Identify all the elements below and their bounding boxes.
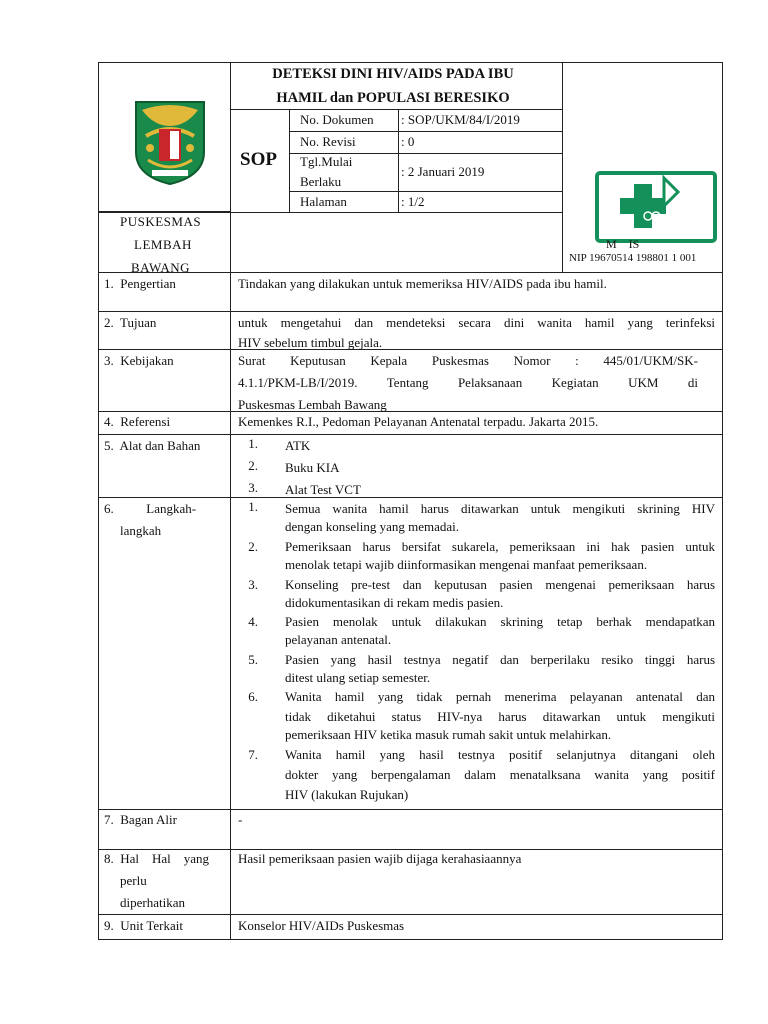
meta-label-halaman: Halaman	[300, 194, 347, 209]
label-pengertian: 1. Pengertian	[104, 276, 176, 291]
meta-label-berlaku: Berlaku	[300, 174, 342, 189]
sop-label: SOP	[240, 149, 277, 170]
meta-label-no-revisi: No. Revisi	[300, 134, 356, 149]
label-bagan-alir: 7. Bagan Alir	[104, 812, 177, 827]
signatory-nip: NIP 19670514 198801 1 001	[569, 252, 697, 264]
document-title-line-1: DETEKSI DINI HIV/AIDS PADA IBU	[272, 66, 514, 82]
document-title-line-2: HAMIL dan POPULASI BERESIKO	[276, 90, 510, 106]
text-hal: Hasil pemeriksaan pasien wajib dijaga kerahasiaannya	[238, 851, 522, 866]
sop-document	[98, 62, 723, 940]
text-kebijakan-line-3: Puskesmas Lembah Bawang	[238, 397, 387, 412]
text-tujuan-line-1: untuk mengetahui dan mendeteksi secara dini wanita hamil yang terinfeksi	[238, 315, 715, 330]
meta-label-no-dokumen: No. Dokumen	[300, 112, 374, 127]
middle-blank-cell	[230, 212, 563, 273]
label-kebijakan: 3. Kebijakan	[104, 353, 174, 368]
meta-value-halaman: : 1/2	[401, 194, 425, 209]
label-hal-line-3: diperhatikan	[120, 895, 185, 910]
meta-value-no-dokumen: : SOP/UKM/84/I/2019	[401, 112, 520, 127]
meta-label-tgl-mulai: Tgl.Mulai	[300, 154, 353, 169]
label-unit-terkait: 9. Unit Terkait	[104, 918, 184, 933]
row-bagan	[98, 809, 723, 850]
label-hal-line-1: 8. Hal Hal yang	[104, 851, 210, 866]
label-tujuan: 2. Tujuan	[104, 315, 157, 330]
label-referensi: 4. Referensi	[104, 414, 171, 429]
regional-emblem-logo	[126, 96, 214, 186]
org-name-line-3: BAWANG	[131, 260, 191, 275]
puskesmas-logo	[594, 170, 718, 244]
text-tujuan-line-2: HIV sebelum timbul gejala.	[238, 335, 383, 350]
text-kebijakan-line-2: 4.1.1/PKM-LB/I/2019. Tentang Pelaksanaan Kegiatan UKM di	[238, 375, 698, 390]
langkah-list: 1. Semua wanita hamil harus ditawarkan untuk mengikuti skrining HIV dengan konseling yang memadai. 2. Pemeriksaan harus bersifat sukarela, pemeriksaan ini hak pasien untuk menolak tetapi wajib diinformasikan mengenai manfaat pemeriksaan. 3. Konseling pre-test dan keputusan pasien mengenai pemeriksaan harus didokumentasikan di rekam medis pasien. 4. Pasien menolak untuk dilakukan skrining tetap berhak mendapatkan pelayanan antenatal. 5. Pasien yang hasil testnya negatif dan berperilaku resiko tinggi harus ditest ulang setiap semester. 6. Wanita hamil yang tidak pernah menerima pelayanan antenatal dan tidak diketahui status HIV-nya harus ditawarkan untuk mengikuti pemeriksaan HIV ketika masuk rumah sakit untuk melahirkan. 7. Wanita hamil yang hasil testnya positif selanjutnya ditangani oleh dokter yang berpengalaman dalam menatalksana wanita yang positif HIV (lakukan Rujukan)	[248, 499, 715, 802]
org-name-line-1: PUSKESMAS	[120, 214, 202, 229]
label-langkah-line-1: 6. Langkah-	[104, 501, 197, 516]
text-bagan-alir: -	[238, 812, 243, 827]
text-kebijakan-line-1: Surat Keputusan Kepala Puskesmas Nomor : 445/01/UKM/SK-	[238, 353, 698, 368]
meta-value-tgl-mulai: : 2 Januari 2019	[401, 164, 485, 179]
signatory-name-partial: M IS	[606, 237, 640, 251]
label-langkah-line-2: langkah	[120, 523, 162, 538]
alat-list: 1. ATK 2. Buku KIA 3. Alat Test VCT	[248, 436, 361, 497]
org-name-line-2: LEMBAH	[134, 237, 192, 252]
text-referensi: Kemenkes R.I., Pedoman Pelayanan Antenatal terpadu. Jakarta 2015.	[238, 414, 599, 429]
text-unit-terkait: Konselor HIV/AIDs Puskesmas	[238, 918, 405, 933]
text-pengertian: Tindakan yang dilakukan untuk memeriksa HIV/AIDS pada ibu hamil.	[238, 276, 607, 291]
meta-value-no-revisi: : 0	[401, 134, 415, 149]
label-alat-dan-bahan: 5. Alat dan Bahan	[104, 438, 201, 453]
label-hal-line-2: perlu	[120, 873, 147, 888]
